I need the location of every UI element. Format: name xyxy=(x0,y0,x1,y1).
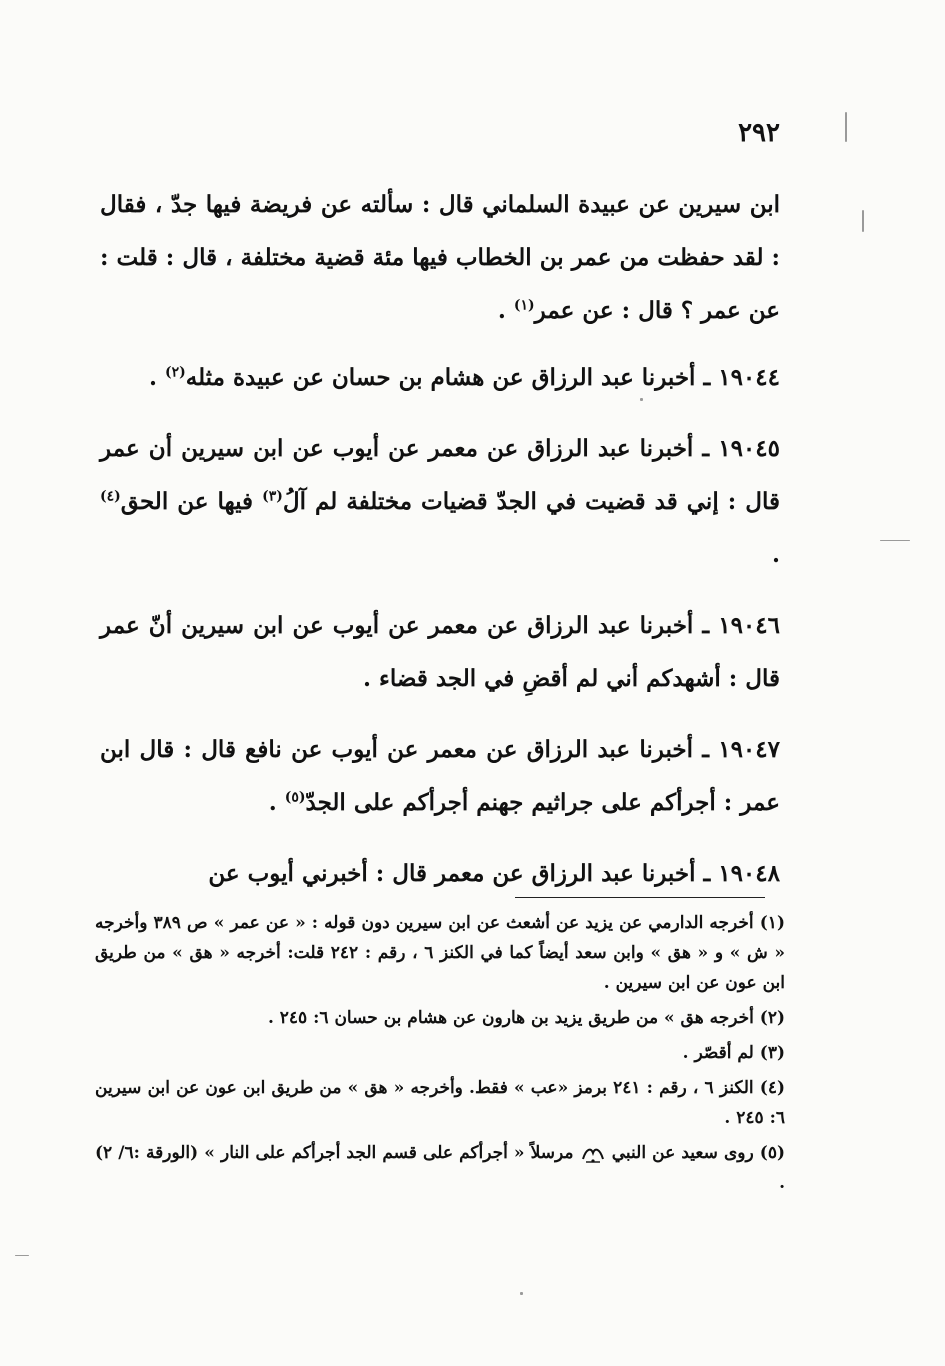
footnote-text: أخرجه الدارمي عن يزيد عن أشعث عن ابن سيرين دون قوله : « عن عمر » ص ٣٨٩ وأخرجه « ش » و « هق » وابن سعد أيضاً كما في الكنز ٦ ، رقم : ٢٤٢ قلت: أخرجه « هق » من طريق ابن عون عن ابن سيرين . xyxy=(95,913,786,993)
footnote-3 xyxy=(95,1038,785,1068)
scan-speck xyxy=(845,112,847,142)
paragraph-text: . xyxy=(497,297,514,324)
hadith-number: ١٩٠٤٤ xyxy=(718,364,780,391)
paragraph-text: ـ أخبرنا عبد الرزاق عن معمر قال : أخبرني أيوب عن xyxy=(208,860,719,887)
hadith-19045 xyxy=(100,422,780,581)
paragraph-text: فيها عن الحق xyxy=(120,488,263,515)
hadith-number: ١٩٠٤٥ xyxy=(718,435,780,462)
paragraph-text: . xyxy=(771,541,780,568)
page-number: ٢٩٢ xyxy=(738,118,780,148)
paragraph-text: . xyxy=(148,364,165,391)
main-text-body xyxy=(100,178,780,918)
footnotes-section xyxy=(95,908,785,1203)
scan-speck xyxy=(862,210,864,232)
footnote-5 xyxy=(95,1138,785,1198)
footnote-reference: (٤) xyxy=(100,488,121,505)
footnote-text-after: مرسلاً « أجرأكم على قسم الجد أجرأكم على النار » (الورقة :٦/ ٢) . xyxy=(95,1143,785,1193)
footnote-label: (٥) xyxy=(759,1143,785,1163)
footnote-text: الكنز ٦ ، رقم : ٢٤١ برمز «عب » فقط. وأخرجه « هق » من طريق ابن عون عن ابن سيرين ٦: ٢٤٥ . xyxy=(95,1078,785,1128)
scan-speck xyxy=(520,1292,523,1295)
hadith-19047 xyxy=(100,723,780,829)
footnote-reference: (١) xyxy=(513,297,535,314)
footnote-4 xyxy=(95,1073,785,1133)
footnote-separator-rule xyxy=(515,897,765,898)
scan-speck xyxy=(15,1255,29,1256)
footnote-reference: (٥) xyxy=(284,789,306,806)
paragraph-text: ـ أخبرنا عبد الرزاق عن هشام بن حسان عن عبيدة مثله xyxy=(185,364,719,391)
paragraph-text: ـ أخبرنا عبد الرزاق عن معمر عن أيوب عن نافع قال : قال ابن عمر : أجرأكم على جراثيم جهنم أجرأكم على الجدّ xyxy=(100,736,780,816)
paragraph-0 xyxy=(100,178,780,337)
footnote-text-before: روى سعيد عن النبي xyxy=(605,1143,760,1163)
hadith-number: ١٩٠٤٨ xyxy=(718,860,780,887)
paragraph-text: ابن سيرين عن عبيدة السلماني قال : سألته عن فريضة فيها جدّ ، فقال : لقد حفظت من عمر بن الخطاب فيها مئة قضية مختلفة ، قال : قلت : عن عمر ؟ قال : عن عمر xyxy=(100,191,780,324)
footnote-reference: (٢) xyxy=(164,364,186,381)
scan-speck xyxy=(880,540,910,541)
footnote-reference: (٣) xyxy=(262,488,283,505)
paragraph-text: ـ أخبرنا عبد الرزاق عن معمر عن أيوب عن ابن سيرين أن عمر قال : إني قد قضيت في الجدّ قضيات مختلفة لم آلُ xyxy=(100,435,780,515)
paragraph-text: . xyxy=(268,789,285,816)
pbuh-ligature-icon xyxy=(580,1143,606,1165)
hadith-19044 xyxy=(100,351,780,404)
footnote-label: (٢) xyxy=(759,1008,785,1028)
footnote-label: (١) xyxy=(759,913,785,933)
hadith-19046 xyxy=(100,599,780,705)
hadith-number: ١٩٠٤٦ xyxy=(718,612,780,639)
hadith-19048 xyxy=(100,847,780,900)
footnote-label: (٤) xyxy=(759,1078,786,1098)
footnote-text: أخرجه هق » من طريق يزيد بن هارون عن هشام بن حسان ٦: ٢٤٥ . xyxy=(267,1008,760,1028)
footnote-label: (٣) xyxy=(759,1043,785,1063)
paragraph-text: ـ أخبرنا عبد الرزاق عن معمر عن أيوب عن ابن سيرين أنّ عمر قال : أشهدكم أني لم أقضِ في الجد قضاء . xyxy=(100,612,780,692)
footnote-text: لم أقصّر . xyxy=(682,1043,760,1063)
footnote-1 xyxy=(95,908,785,998)
footnote-2 xyxy=(95,1003,785,1033)
hadith-number: ١٩٠٤٧ xyxy=(718,736,780,763)
scan-speck xyxy=(640,398,643,401)
